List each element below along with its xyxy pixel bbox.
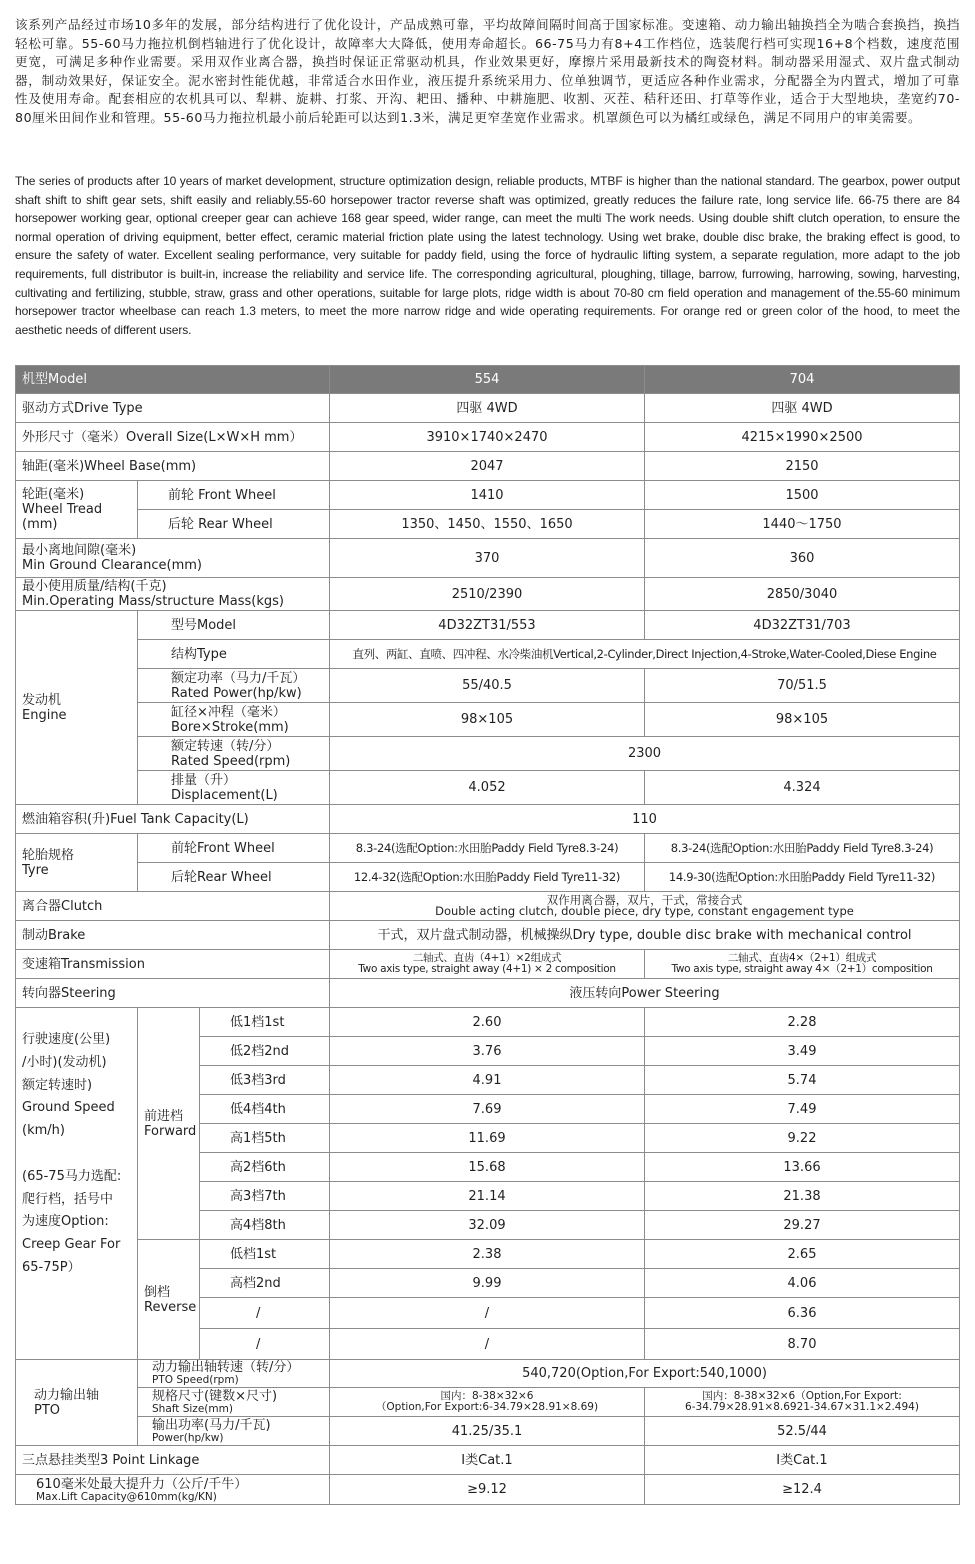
lift-capacity-704: ≥12.4 bbox=[645, 1475, 960, 1505]
speed-704: 6.36 bbox=[645, 1298, 960, 1329]
rated-speed-label-en: Rated Speed(rpm) bbox=[171, 753, 291, 769]
speed-554: 2.60 bbox=[330, 1008, 645, 1037]
transmission-554-cn: 二轴式、直齿（4+1）×2组成式 bbox=[412, 952, 562, 964]
gear-label: 高档2nd bbox=[200, 1269, 330, 1298]
table-row bbox=[16, 1388, 960, 1417]
transmission-554-en: Two axis type, straight away (4+1) × 2 composition bbox=[358, 963, 616, 975]
transmission-554 bbox=[330, 950, 645, 979]
gear-label: 低1档1st bbox=[200, 1008, 330, 1037]
ground-speed-line: Ground Speed bbox=[22, 1100, 115, 1116]
ground-speed-line: (65-75马力选配: bbox=[22, 1168, 122, 1184]
drive-type-label: 驱动方式Drive Type bbox=[16, 394, 330, 423]
intro-english: The series of products after 10 years of market development, structure optimization design, reliable products, MTBF is higher than the national standard. The gearbox, power output shaft shift to shift gear sets, shift easily and reliably.55-60 horsepower tractor reverse shaft was optimized, greatly reduces the failure rate, long service life. 66-75 there are 84 horsepower working gear, optional creeper gear can achieve 168 gear speed, wider range, can meet the multi The work needs. Using double shift clutch operation, to ensure the normal operation of driving equipment, better effect, ceramic material friction plate using the latest technology. Using wet brake, double disc brake, the braking effect is good, to ensure the safety of water. Excellent sealing performance, very suitable for paddy field, using the force of hydraulic lifting system, a separate regulation, more adapt to the job requirements, full distributor is built-in, increase the reliability and service life. The corresponding agricultural, ploughing, tillage, barrow, furrowing, harrowing, sowing, harvesting, cultivating and fertilizing, stubble, straw, grass and other operations, suitable for large plots, ridge width is about 70-80 cm field operation and management of the.55-60 minimum horsepower tractor wheelbase can reach 1.3 meters, to meet the more narrow ridge and wide operating requirements. For orange red or green color of the hood, to meet the aesthetic needs of different users. bbox=[15, 174, 960, 337]
rated-power-704: 70/51.5 bbox=[645, 669, 960, 703]
shaft-size-704-line2: 6-34.79×28.91×8.6921-34.67×31.1×2.494) bbox=[685, 1401, 919, 1413]
wheel-base-704: 2150 bbox=[645, 452, 960, 481]
wheel-base-label: 轴距(毫米)Wheel Base(mm) bbox=[16, 452, 330, 481]
linkage-704: Ⅰ类Cat.1 bbox=[645, 1446, 960, 1475]
gear-label: / bbox=[200, 1329, 330, 1360]
shaft-size-label-en: Shaft Size(mm) bbox=[152, 1402, 233, 1415]
overall-size-554: 3910×1740×2470 bbox=[330, 423, 645, 452]
gear-label: / bbox=[200, 1298, 330, 1329]
wheel-tread-label-en: Wheel Tread bbox=[22, 502, 103, 517]
displacement-704: 4.324 bbox=[645, 771, 960, 805]
rated-speed-label-cn: 额定转速（转/分） bbox=[171, 738, 280, 754]
pto-speed-label-en: PTO Speed(rpm) bbox=[152, 1374, 239, 1386]
ground-speed-line: 为速度Option: bbox=[22, 1214, 109, 1230]
table-row bbox=[16, 892, 960, 921]
tread-rear-label: 后轮 Rear Wheel bbox=[138, 510, 330, 539]
speed-554: 7.69 bbox=[330, 1095, 645, 1124]
speed-704: 5.74 bbox=[645, 1066, 960, 1095]
lift-capacity-label-cn: 610毫米处最大提升力（公斤/千牛） bbox=[36, 1476, 248, 1492]
ground-clearance-label bbox=[16, 539, 330, 578]
transmission-704-cn: 二轴式、直齿4×（2+1）组成式 bbox=[727, 952, 877, 964]
transmission-704 bbox=[645, 950, 960, 979]
speed-554: 21.14 bbox=[330, 1182, 645, 1211]
fuel-tank-value: 110 bbox=[330, 805, 960, 834]
speed-704: 2.65 bbox=[645, 1240, 960, 1269]
speed-554: 32.09 bbox=[330, 1211, 645, 1240]
speed-554: 11.69 bbox=[330, 1124, 645, 1153]
wheel-tread-label-unit: (mm) bbox=[22, 517, 58, 532]
pto-label-en: PTO bbox=[34, 1402, 61, 1418]
header-model-label: 机型Model bbox=[16, 366, 330, 394]
tyre-front-704: 8.3-24(选配Option:水田胎Paddy Field Tyre8.3-24) bbox=[645, 834, 960, 863]
engine-label-cn: 发动机 bbox=[22, 692, 62, 708]
table-row bbox=[16, 510, 960, 539]
pto-speed-label-cn: 动力输出轴转速（转/分） bbox=[152, 1360, 300, 1375]
wheel-base-554: 2047 bbox=[330, 452, 645, 481]
pto-power-label bbox=[138, 1417, 330, 1446]
speed-554: 15.68 bbox=[330, 1153, 645, 1182]
mass-704: 2850/3040 bbox=[645, 578, 960, 611]
speed-554: 9.99 bbox=[330, 1269, 645, 1298]
bore-stroke-label-en: Bore×Stroke(mm) bbox=[171, 719, 289, 735]
table-row bbox=[16, 1008, 960, 1037]
tread-front-554: 1410 bbox=[330, 481, 645, 510]
tread-rear-554: 1350、1450、1550、1650 bbox=[330, 510, 645, 539]
speed-704: 3.49 bbox=[645, 1037, 960, 1066]
engine-label bbox=[16, 611, 138, 805]
table-row bbox=[16, 1475, 960, 1505]
wheel-tread-label bbox=[16, 481, 138, 539]
engine-label-en: Engine bbox=[22, 707, 67, 723]
table-row bbox=[16, 834, 960, 863]
shaft-size-label-cn: 规格尺寸(键数×尺寸) bbox=[152, 1388, 278, 1404]
table-row bbox=[16, 921, 960, 950]
table-row bbox=[16, 950, 960, 979]
speed-554: 3.76 bbox=[330, 1037, 645, 1066]
speed-704: 2.28 bbox=[645, 1008, 960, 1037]
rated-power-label bbox=[138, 669, 330, 703]
table-row bbox=[16, 1446, 960, 1475]
displacement-label-en: Displacement(L) bbox=[171, 787, 278, 803]
ground-speed-line: 行驶速度(公里) bbox=[22, 1032, 111, 1047]
wheel-tread-label-cn: 轮距(毫米) bbox=[22, 487, 85, 502]
ground-speed-line bbox=[22, 1143, 137, 1166]
shaft-size-554 bbox=[330, 1388, 645, 1417]
tyre-front-554: 8.3-24(选配Option:水田胎Paddy Field Tyre8.3-24) bbox=[330, 834, 645, 863]
lift-capacity-label bbox=[16, 1475, 330, 1505]
engine-model-554: 4D32ZT31/553 bbox=[330, 611, 645, 640]
speed-704: 21.38 bbox=[645, 1182, 960, 1211]
forward-label-en: Forward bbox=[144, 1123, 197, 1139]
table-row bbox=[16, 640, 960, 669]
shaft-size-554-line2: （Option,For Export:6-34.79×28.91×8.69) bbox=[375, 1401, 599, 1413]
ground-clearance-label-cn: 最小离地间隙(毫米) bbox=[22, 543, 137, 558]
lift-capacity-label-en: Max.Lift Capacity@610mm(kg/KN) bbox=[36, 1490, 217, 1503]
steering-value: 液压转向Power Steering bbox=[330, 979, 960, 1008]
pto-power-label-en: Power(hp/kw) bbox=[152, 1431, 224, 1444]
engine-type-label: 结构Type bbox=[138, 640, 330, 669]
speed-704: 7.49 bbox=[645, 1095, 960, 1124]
shaft-size-704 bbox=[645, 1388, 960, 1417]
table-row bbox=[16, 771, 960, 805]
tyre-label bbox=[16, 834, 138, 892]
ground-clearance-704: 360 bbox=[645, 539, 960, 578]
speed-554: 2.38 bbox=[330, 1240, 645, 1269]
rated-speed-label bbox=[138, 737, 330, 771]
forward-label bbox=[138, 1008, 200, 1240]
ground-speed-line: Creep Gear For bbox=[22, 1237, 121, 1253]
tyre-rear-704: 14.9-30(选配Option:水田胎Paddy Field Tyre11-32) bbox=[645, 863, 960, 892]
header-model-554: 554 bbox=[330, 366, 645, 394]
engine-model-704: 4D32ZT31/703 bbox=[645, 611, 960, 640]
reverse-label-cn: 倒档 bbox=[144, 1284, 171, 1300]
bore-stroke-554: 98×105 bbox=[330, 703, 645, 737]
displacement-label bbox=[138, 771, 330, 805]
speed-704: 13.66 bbox=[645, 1153, 960, 1182]
steering-label: 转向器Steering bbox=[16, 979, 330, 1008]
ground-speed-line: /小时)(发动机) bbox=[22, 1054, 107, 1070]
speed-554: 4.91 bbox=[330, 1066, 645, 1095]
table-row bbox=[16, 394, 960, 423]
pto-label bbox=[16, 1360, 138, 1446]
clutch-value bbox=[330, 892, 960, 921]
brake-value: 干式，双片盘式制动器，机械操纵Dry type, double disc brake with mechanical control bbox=[330, 921, 960, 950]
ground-clearance-554: 370 bbox=[330, 539, 645, 578]
table-row bbox=[16, 611, 960, 640]
linkage-label: 三点悬挂类型3 Point Linkage bbox=[16, 1446, 330, 1475]
transmission-label: 变速箱Transmission bbox=[16, 950, 330, 979]
tread-rear-704: 1440～1750 bbox=[645, 510, 960, 539]
speed-554: / bbox=[330, 1298, 645, 1329]
gear-label: 低2档2nd bbox=[200, 1037, 330, 1066]
drive-type-704: 四驱 4WD bbox=[645, 394, 960, 423]
table-row bbox=[16, 423, 960, 452]
header-model-704: 704 bbox=[645, 366, 960, 394]
clutch-value-en: Double acting clutch, double piece, dry type, constant engagement type bbox=[435, 904, 854, 918]
bore-stroke-label-cn: 缸径×冲程（毫米） bbox=[171, 704, 286, 720]
reverse-label-en: Reverse bbox=[144, 1299, 197, 1315]
engine-type-value: 直列、两缸、直喷、四冲程、水冷柴油机Vertical,2-Cylinder,Direct Injection,4-Stroke,Water-Cooled,Diese Engine bbox=[330, 640, 960, 669]
table-row bbox=[16, 805, 960, 834]
mass-label-cn: 最小使用质量/结构(千克) bbox=[22, 579, 167, 594]
ground-clearance-label-en: Min Ground Clearance(mm) bbox=[22, 558, 202, 573]
rated-power-label-en: Rated Power(hp/kw) bbox=[171, 685, 302, 701]
gear-label: 高4档8th bbox=[200, 1211, 330, 1240]
transmission-704-en: Two axis type, straight away 4×（2+1）composition bbox=[671, 963, 933, 975]
reverse-label bbox=[138, 1240, 200, 1360]
lift-capacity-554: ≥9.12 bbox=[330, 1475, 645, 1505]
gear-label: 低3档3rd bbox=[200, 1066, 330, 1095]
table-row bbox=[16, 669, 960, 703]
table-row bbox=[16, 481, 960, 510]
pto-speed-label bbox=[138, 1360, 330, 1388]
brake-label: 制动Brake bbox=[16, 921, 330, 950]
tyre-label-en: Tyre bbox=[22, 862, 49, 878]
ground-speed-line: 65-75P） bbox=[22, 1259, 81, 1275]
linkage-554: Ⅰ类Cat.1 bbox=[330, 1446, 645, 1475]
clutch-label: 离合器Clutch bbox=[16, 892, 330, 921]
rated-speed-value: 2300 bbox=[330, 737, 960, 771]
pto-speed-value: 540,720(Option,For Export:540,1000) bbox=[330, 1360, 960, 1388]
pto-power-label-cn: 输出功率(马力/千瓦) bbox=[152, 1417, 271, 1433]
bore-stroke-704: 98×105 bbox=[645, 703, 960, 737]
engine-model-label: 型号Model bbox=[138, 611, 330, 640]
table-row bbox=[16, 578, 960, 611]
table-row bbox=[16, 1240, 960, 1269]
overall-size-label: 外形尺寸（毫米）Overall Size(L×W×H mm） bbox=[16, 423, 330, 452]
drive-type-554: 四驱 4WD bbox=[330, 394, 645, 423]
displacement-554: 4.052 bbox=[330, 771, 645, 805]
shaft-size-label bbox=[138, 1388, 330, 1417]
table-row bbox=[16, 737, 960, 771]
speed-704: 29.27 bbox=[645, 1211, 960, 1240]
gear-label: 低4档4th bbox=[200, 1095, 330, 1124]
tyre-front-label: 前轮Front Wheel bbox=[138, 834, 330, 863]
shaft-size-554-line1: 国内：8-38×32×6 bbox=[440, 1390, 534, 1402]
table-row bbox=[16, 539, 960, 578]
tyre-rear-554: 12.4-32(选配Option:水田胎Paddy Field Tyre11-32) bbox=[330, 863, 645, 892]
shaft-size-704-line1: 国内：8-38×32×6（Option,For Export: bbox=[702, 1390, 902, 1402]
bore-stroke-label bbox=[138, 703, 330, 737]
table-row bbox=[16, 863, 960, 892]
mass-label-en: Min.Operating Mass/structure Mass(kgs) bbox=[22, 594, 284, 609]
table-row bbox=[16, 1360, 960, 1388]
mass-label bbox=[16, 578, 330, 611]
displacement-label-cn: 排量（升） bbox=[171, 772, 237, 788]
table-header-row bbox=[16, 366, 960, 394]
clutch-value-cn: 双作用离合器，双片，干式，常接合式 bbox=[546, 893, 743, 907]
table-row bbox=[16, 452, 960, 481]
pto-label-cn: 动力输出轴 bbox=[34, 1387, 100, 1403]
gear-label: 高2档6th bbox=[200, 1153, 330, 1182]
speed-704: 4.06 bbox=[645, 1269, 960, 1298]
gear-label: 低档1st bbox=[200, 1240, 330, 1269]
ground-speed-line: (km/h) bbox=[22, 1123, 65, 1139]
table-row bbox=[16, 703, 960, 737]
tread-front-704: 1500 bbox=[645, 481, 960, 510]
speed-554: / bbox=[330, 1329, 645, 1360]
spec-table bbox=[15, 365, 960, 1505]
ground-speed-label bbox=[16, 1008, 138, 1360]
mass-554: 2510/2390 bbox=[330, 578, 645, 611]
table-row bbox=[16, 979, 960, 1008]
forward-label-cn: 前进档 bbox=[144, 1108, 184, 1124]
pto-power-704: 52.5/44 bbox=[645, 1417, 960, 1446]
ground-speed-line: 爬行档，括号中 bbox=[22, 1191, 114, 1207]
rated-power-554: 55/40.5 bbox=[330, 669, 645, 703]
intro-chinese: 该系列产品经过市场10多年的发展，部分结构进行了优化设计，产品成熟可靠，平均故障间隔时间高于国家标准。变速箱、动力输出轴换挡全为啮合套换挡，换挡轻松可靠。55-60马力拖拉机倒档轴进行了优化设计，故障率大大降低，使用寿命超长。66-75马力有8+4工作档位，选装爬行档可实现16+8个档数，速度范围更宽，可满足多种作业需要。采用双作业离合器，换挡时保证正常驱动机具，作业效果更好，摩擦片采用最新技术的陶瓷材料。制动器采用湿式、双片盘式制动器，制动效果好，保证安全。泥水密封性能优越，非常适合水田作业，液压提升系统采用力、位单独调节，更适应各种作业需求，分配器全为内置式，增加了可靠性及使用寿命。配套相应的农机具可以、犁耕、旋耕、打浆、开沟、耙田、播种、中耕施肥、收割、灭茬、秸秆还田、打草等作业，适合于大型地块，垄宽约70-80厘米田间作业和管理。55-60马力拖拉机最小前后轮距可以达到1.3米，满足更窄垄宽作业需求。机罩颜色可以为橘红或绿色，满足不同用户的审美需要。 bbox=[15, 17, 960, 125]
pto-power-554: 41.25/35.1 bbox=[330, 1417, 645, 1446]
overall-size-704: 4215×1990×2500 bbox=[645, 423, 960, 452]
tread-front-label: 前轮 Front Wheel bbox=[138, 481, 330, 510]
gear-label: 高3档7th bbox=[200, 1182, 330, 1211]
fuel-tank-label: 燃油箱容积(升)Fuel Tank Capacity(L) bbox=[16, 805, 330, 834]
speed-704: 8.70 bbox=[645, 1329, 960, 1360]
speed-704: 9.22 bbox=[645, 1124, 960, 1153]
tyre-rear-label: 后轮Rear Wheel bbox=[138, 863, 330, 892]
table-row bbox=[16, 1417, 960, 1446]
gear-label: 高1档5th bbox=[200, 1124, 330, 1153]
rated-power-label-cn: 额定功率（马力/千瓦） bbox=[171, 670, 306, 686]
tyre-label-cn: 轮胎规格 bbox=[22, 847, 75, 863]
ground-speed-line: 额定转速时) bbox=[22, 1077, 93, 1093]
